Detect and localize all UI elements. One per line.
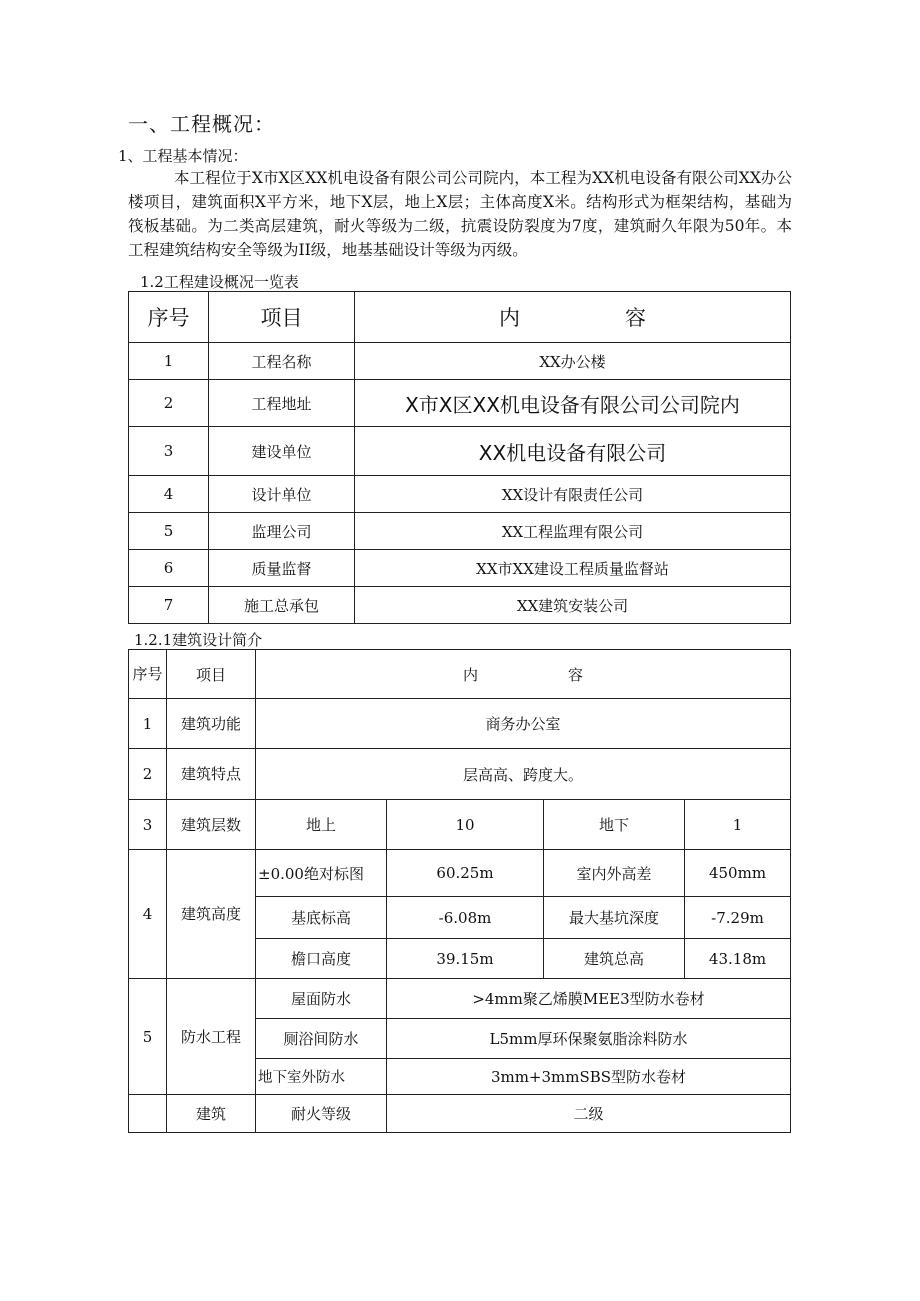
row-no: 1 <box>129 343 209 380</box>
row-content: XX机电设备有限公司 <box>355 427 791 476</box>
row-content: XX工程监理有限公司 <box>355 513 791 550</box>
cell-value: >4mm聚乙烯膜MEE3型防水卷材 <box>387 979 791 1019</box>
cell-value: 39.15m <box>387 939 544 979</box>
row-no: 2 <box>129 749 167 800</box>
table-row <box>129 1095 791 1133</box>
table-header-row <box>129 292 791 343</box>
row-item: 设计单位 <box>209 476 355 513</box>
cell-label: ±0.00绝对标图 <box>256 850 387 897</box>
row-item: 工程地址 <box>209 380 355 427</box>
row-item: 施工总承包 <box>209 587 355 624</box>
row-no: 1 <box>129 699 167 749</box>
cell-label: 厕浴间防水 <box>256 1019 387 1059</box>
table-row <box>129 380 791 427</box>
table-row <box>129 587 791 624</box>
row-item: 监理公司 <box>209 513 355 550</box>
row-no: 4 <box>129 476 209 513</box>
section-heading: 一、工程概况： <box>128 112 275 136</box>
cell-label: 最大基坑深度 <box>544 897 685 939</box>
row-item: 建设单位 <box>209 427 355 476</box>
cell-value: 450mm <box>685 850 791 897</box>
table-row <box>129 550 791 587</box>
row-no: 6 <box>129 550 209 587</box>
below-ground-label: 地下 <box>544 800 685 850</box>
row-item: 建筑 <box>167 1095 256 1133</box>
row-no: 2 <box>129 380 209 427</box>
cell-label: 建筑总高 <box>544 939 685 979</box>
row-no: 5 <box>129 979 167 1095</box>
table-row <box>129 850 791 897</box>
row-item: 建筑特点 <box>167 749 256 800</box>
row-item: 工程名称 <box>209 343 355 380</box>
cell-value: 3mm+3mmSBS型防水卷材 <box>387 1059 791 1095</box>
row-content: XX办公楼 <box>355 343 791 380</box>
row-item: 建筑高度 <box>167 850 256 979</box>
cell-label: 室内外高差 <box>544 850 685 897</box>
project-overview-table <box>128 291 791 624</box>
cell-value: 43.18m <box>685 939 791 979</box>
table-row <box>129 343 791 380</box>
table-row <box>129 513 791 550</box>
row-item: 建筑功能 <box>167 699 256 749</box>
row-no: 7 <box>129 587 209 624</box>
header-item: 项目 <box>209 292 355 343</box>
row-no: 5 <box>129 513 209 550</box>
row-item: 建筑层数 <box>167 800 256 850</box>
row-item: 质量监督 <box>209 550 355 587</box>
table1-caption: 1.2工程建设概况一览表 <box>140 273 299 291</box>
header-content: 内 容 <box>355 292 791 343</box>
row-content: XX建筑安装公司 <box>355 587 791 624</box>
table-row <box>129 476 791 513</box>
table-row <box>129 699 791 749</box>
row-content: X市X区XX机电设备有限公司公司院内 <box>355 380 791 427</box>
row-content: 商务办公室 <box>256 699 791 749</box>
row-content: XX市XX建设工程质量监督站 <box>355 550 791 587</box>
above-ground-label: 地上 <box>256 800 387 850</box>
row-no: 3 <box>129 800 167 850</box>
header-item: 项目 <box>167 650 256 699</box>
subsection-heading: 1、工程基本情况： <box>118 147 248 165</box>
above-ground-value: 10 <box>387 800 544 850</box>
row-no: 4 <box>129 850 167 979</box>
cell-label: 屋面防水 <box>256 979 387 1019</box>
cell-value: -7.29m <box>685 897 791 939</box>
project-description: 本工程位于X市X区XX机电设备有限公司公司院内，本工程为XX机电设备有限公司XX办公楼项目，建筑面积X平方米，地下X层，地上X层；主体高度X米。结构形式为框架结构，基础为筏板基础。为二类高层建筑，耐火等级为二级，抗震设防裂度为7度，建筑耐久年限为50年。本工程建筑结构安全等级为II级，地基基础设计等级为丙级。 <box>128 169 792 259</box>
row-no: 3 <box>129 427 209 476</box>
cell-label: 基底标高 <box>256 897 387 939</box>
table-row <box>129 749 791 800</box>
header-no: 序号 <box>129 292 209 343</box>
cell-label: 地下室外防水 <box>256 1059 387 1095</box>
table-row <box>129 427 791 476</box>
row-item: 防水工程 <box>167 979 256 1095</box>
cell-value: -6.08m <box>387 897 544 939</box>
row-no <box>129 1095 167 1133</box>
cell-value: L5mm厚环保聚氨脂涂料防水 <box>387 1019 791 1059</box>
table-row <box>129 979 791 1019</box>
header-no: 序号 <box>129 650 167 699</box>
table-row <box>129 800 791 850</box>
architectural-design-table <box>128 649 791 1133</box>
row-content: 层高高、跨度大。 <box>256 749 791 800</box>
header-content: 内 容 <box>256 650 791 699</box>
cell-value: 二级 <box>387 1095 791 1133</box>
row-content: XX设计有限责任公司 <box>355 476 791 513</box>
table-header-row <box>129 650 791 699</box>
below-ground-value: 1 <box>685 800 791 850</box>
cell-label: 耐火等级 <box>256 1095 387 1133</box>
cell-value: 60.25m <box>387 850 544 897</box>
cell-label: 檐口高度 <box>256 939 387 979</box>
table2-caption: 1.2.1建筑设计简介 <box>134 631 263 649</box>
